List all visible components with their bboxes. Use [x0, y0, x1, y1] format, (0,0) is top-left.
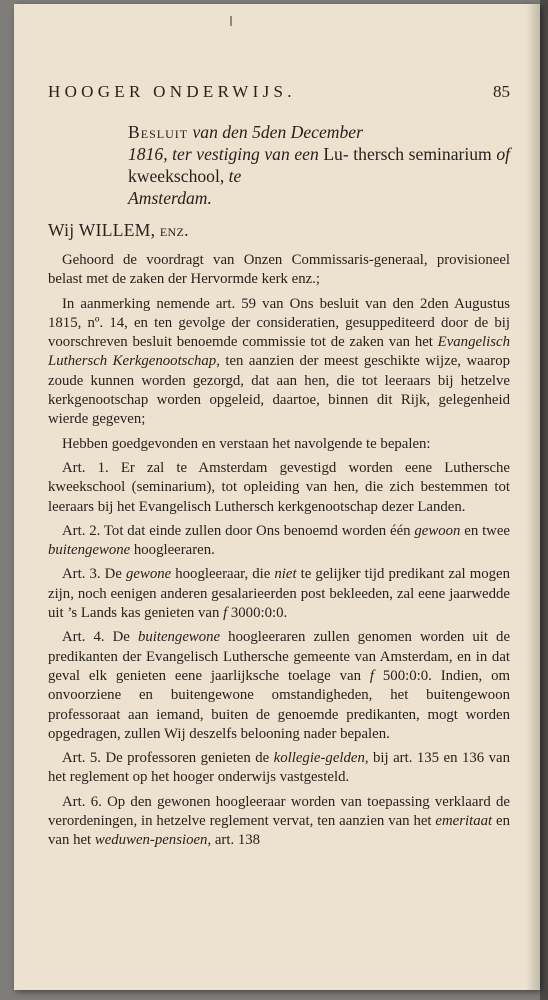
paragraph-text: , bij art. 135 en 136 van het reglement op het hooger onderwijs vastgesteld.	[48, 750, 510, 786]
running-title: HOOGER ONDERWIJS.	[48, 82, 296, 101]
decree-title-part: van den 5den December	[188, 122, 363, 142]
italic-phrase: weduwen-pensioen	[94, 832, 208, 849]
paragraph-text: Art. 2. Tot dat einde zullen door Ons benoemd worden één	[62, 522, 415, 539]
decree-title-part: te	[228, 166, 242, 186]
running-head	[48, 82, 510, 108]
paragraph-text: hoogleeraren.	[130, 542, 215, 559]
article-6	[48, 793, 510, 851]
italic-phrase: emeritaat	[435, 813, 493, 830]
italic-phrase: niet	[274, 566, 297, 583]
decree-title-part: of	[496, 144, 510, 164]
italic-phrase: gewoon	[414, 522, 461, 539]
body-text	[48, 251, 510, 851]
italic-phrase: f	[369, 667, 374, 684]
salutation-suffix: enz.	[155, 220, 189, 240]
italic-phrase: gewone	[125, 566, 172, 583]
italic-phrase: buitengewone	[137, 629, 221, 646]
article-1	[48, 459, 510, 517]
paragraph-text: te gelijker tijd predikant zal mogen zijn, noch eenigen anderen gesalarieerden post bekleeden, zal eene jaarwedde uit ’s Lands kas genieten van	[48, 566, 510, 622]
article-5	[48, 749, 510, 788]
paragraph-text: Hebben goedgevonden en verstaan het navolgende te bepalen:	[62, 435, 431, 452]
decree-title-part: kweekschool,	[128, 166, 229, 186]
paragraph-text: 3000:0:0.	[227, 605, 288, 622]
article-3	[48, 565, 510, 623]
italic-phrase: f	[223, 605, 228, 622]
page-text	[48, 82, 510, 856]
article-2	[48, 522, 510, 561]
paragraph-text: , art. 138	[207, 832, 261, 849]
decree-lead: Besluit	[128, 122, 189, 142]
paragraph-text: In aanmerking nemende art. 59 van Ons besluit van den 2den Augustus 1815, nº. 14, en ten gevolge der consideratien, gesuppediteerd door de bij voorschreven besluit benoemde commissie tot de zaken van het	[48, 295, 510, 351]
decree-title-part: 1816	[128, 144, 164, 164]
paragraph-text: , ten aanzien der meest geschikte wijze, waarop zoude kunnen worden gezorgd, dat aan hen, die tot leeraars bij hetzelve kerkgenootschap worden opgeleid, daartoe, binnen dit Rijk, gelegenheid wierde gegeven;	[48, 353, 510, 428]
decree-title-part: thersch seminarium	[353, 144, 497, 164]
page-mark	[230, 16, 232, 26]
italic-phrase: kollegie-gelden	[273, 750, 365, 767]
article-4	[48, 628, 510, 744]
decree-title-part: Lu-	[323, 144, 349, 164]
paragraph-text: Art. 5. De professoren genieten de	[62, 750, 274, 767]
paragraph-text: hoogleeraren zullen genomen worden uit de predikanten der Evangelisch Luthersche gemeente van Amsterdam, en in dat geval elk genieten eene jaarlijksche toelage van	[48, 629, 511, 684]
salutation-name: Wij WILLEM,	[48, 220, 156, 240]
book-edge	[540, 0, 548, 1000]
decree-title	[128, 121, 510, 209]
salutation	[48, 220, 510, 241]
paragraph-considerans	[48, 251, 510, 290]
paragraph-text: en twee	[460, 522, 510, 539]
paragraph-text: Art. 3. De	[62, 566, 126, 583]
paragraph-text: Art. 6. Op den gewonen hoogleeraar worden van toepassing verklaard de verordeningen, in hetzelve reglement vervat, ten aanzien van het	[48, 793, 510, 830]
decree-title-part: Amsterdam.	[128, 188, 212, 208]
paragraph-text: en van het	[48, 813, 510, 849]
decree-title-part: , ter vestiging van een	[163, 144, 324, 164]
paragraph-text: 500:0:0. Indien, om onvoorziene en buitengewone omstandigheden, het buitengewoon professoraat aan iemand, buiten de genoemde predikanten, mogt worden opgedragen, zullen Wij deszelfs belooning nader bepalen.	[48, 667, 510, 742]
page-number: 85	[493, 82, 510, 101]
paragraph-text: Art. 4. De	[62, 629, 138, 646]
paragraph-bepalen	[48, 435, 510, 454]
italic-phrase: buitengewone	[48, 542, 131, 559]
paragraph-aanmerking	[48, 295, 510, 430]
paragraph-text: Gehoord de voordragt van Onzen Commissaris-generaal, provisioneel belast met de zaken der Hervormde kerk enz.;	[48, 252, 510, 288]
paragraph-text: hoogleeraar, die	[171, 566, 275, 583]
italic-phrase: Evangelisch Luthersch Kerkgenootschap	[48, 334, 510, 370]
paragraph-text: Art. 1. Er zal te Amsterdam gevestigd worden eene Luthersche kweekschool (seminarium), tot opleiding van hen, die zich bestemmen tot leeraars bij het Evangelisch Luthersch kerkgenootschap dezer Landen.	[48, 459, 510, 515]
